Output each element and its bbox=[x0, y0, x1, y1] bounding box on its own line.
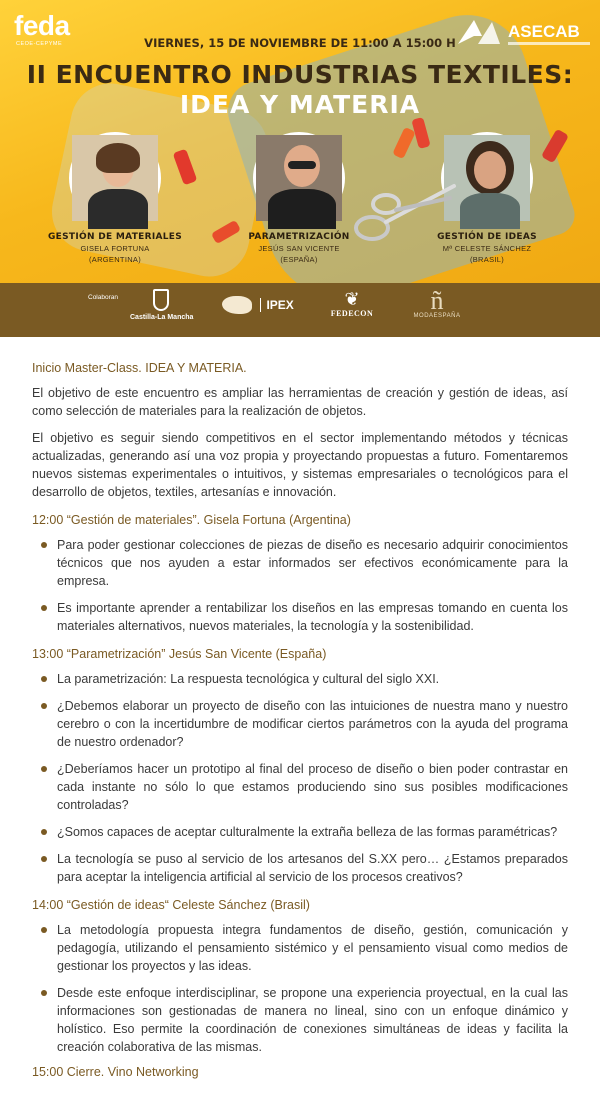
event-description bbox=[0, 337, 600, 1079]
closing-line: 15:00 Cierre. Vino Networking bbox=[32, 1065, 199, 1079]
paragraph: El objetivo de este encuentro es ampliar las herramientas de creación y gestión de ideas, así como selección de materiales para la realización de objetos. bbox=[32, 386, 568, 418]
speaker-country: (ARGENTINA) bbox=[88, 255, 142, 264]
event-date: VIERNES, 15 DE NOVIEMBRE DE 11:00 A 15:00 H bbox=[144, 36, 456, 50]
ipex-mark-icon bbox=[222, 296, 252, 314]
speaker-name: GISELA FORTUNA bbox=[80, 244, 150, 253]
speaker-card bbox=[20, 132, 210, 264]
sponsor-logo: IPEX bbox=[222, 296, 294, 314]
sponsor-logo: Castilla-La Mancha bbox=[130, 289, 192, 321]
modaespana-mark-icon: ñ bbox=[430, 286, 444, 315]
feda-logo: feda bbox=[14, 10, 70, 41]
session-heading: 12:00 “Gestión de materiales”. Gisela Fortuna (Argentina) bbox=[32, 513, 351, 527]
list-item: La tecnología se puso al servicio de los artesanos del S.XX pero… ¿Estamos preparados para aceptar la inteligencia artificial al servicio de los procesos creativos? bbox=[57, 852, 568, 884]
asecab-logo: ASECAB bbox=[508, 22, 580, 41]
collaborators-label: Colaboran bbox=[88, 294, 118, 301]
session-heading: 13:00 “Parametrización” Jesús San Vicente (España) bbox=[32, 647, 327, 661]
speaker-name: Mª CELESTE SÁNCHEZ bbox=[442, 244, 532, 253]
session-bullets bbox=[32, 670, 568, 886]
list-item: Para poder gestionar colecciones de piezas de diseño es necesario adquirir conocimientos técnicos que nos ayuden a estar informados ser efectivos económicamente para la empresa. bbox=[57, 538, 568, 588]
castilla-la-mancha-shield-icon bbox=[153, 289, 169, 311]
event-title: II ENCUENTRO INDUSTRIAS TEXTILES: bbox=[26, 60, 574, 89]
session-bullets bbox=[32, 536, 568, 635]
speaker-photo bbox=[253, 132, 345, 224]
list-item: ¿Somos capaces de aceptar culturalmente la extraña belleza de las formas paramétricas? bbox=[57, 823, 568, 841]
speaker-photo bbox=[69, 132, 161, 224]
list-item: La parametrización: La respuesta tecnológica y cultural del siglo XXI. bbox=[57, 670, 568, 688]
collaborators-bar bbox=[0, 283, 600, 337]
session-heading: 14:00 “Gestión de ideas“ Celeste Sánchez (Brasil) bbox=[32, 898, 310, 912]
paragraph: El objetivo es seguir siendo competitivos en el sector implementando métodos y técnicas actualizadas, generando así una voz propia y proyectando propuestas a futuro. Fomentaremos nuevos sistemas experimentales o intuitivos, y sistemas empresariales o tecnológicos para el desarrollo de objetos, textiles, artesanías e innovación. bbox=[32, 431, 568, 499]
speaker-country: (ESPAÑA) bbox=[280, 255, 318, 264]
speaker-name: JESÚS SAN VICENTE bbox=[258, 244, 340, 253]
list-item: ¿Debemos elaborar un proyecto de diseño con las intuiciones de nuestra mano y nuestro cerebro o con la incertidumbre de modificar ciertos parámetros con la ayuda del programa de nuestro ordenador? bbox=[57, 699, 568, 749]
speaker-topic: PARAMETRIZACIÓN bbox=[248, 232, 350, 242]
sponsor-logo: ñ MODAESPAÑA bbox=[408, 289, 466, 319]
list-item: La metodología propuesta integra fundamentos de diseño, gestión, comunicación y pedagogía, utilizando el pensamiento sistémico y el pensamiento visual como medios de gestionar los proyectos y las ideas. bbox=[57, 923, 568, 973]
speaker-topic: GESTIÓN DE IDEAS bbox=[437, 232, 537, 242]
scissors-icon bbox=[350, 178, 460, 248]
feda-logo-subtitle: CEOE-CEPYME bbox=[16, 41, 63, 47]
list-item: Desde este enfoque interdisciplinar, se propone una experiencia proyectual, en la cual las informaciones son gestionadas de manera no lineal, sino con un enfoque dinámico y holístico. Eso permite la coordinación de conexiones simultáneas de ideas y facilita la creación colaborativa de las mismas. bbox=[57, 986, 568, 1054]
list-item: ¿Deberíamos hacer un prototipo al final del proceso de diseño o bien poder contrastar en cada instante no sólo lo que estamos produciendo sino sus posibles modificaciones controladas? bbox=[57, 762, 568, 812]
speaker-country: (BRASIL) bbox=[469, 255, 505, 264]
sponsor-logo: ❦ FEDECON bbox=[322, 289, 382, 318]
list-item: Es importante aprender a rentabilizar los diseños en las empresas tomando en cuenta los materiales alternativos, nuevos materiales, la tecnología y la sostenibilidad. bbox=[57, 601, 568, 633]
event-banner bbox=[0, 0, 600, 321]
event-subtitle: IDEA Y MATERIA bbox=[179, 90, 421, 119]
intro-title: Inicio Master-Class. IDEA Y MATERIA. bbox=[32, 361, 247, 375]
fedecon-emblem-icon: ❦ bbox=[344, 289, 360, 309]
speaker-topic: GESTIÓN DE MATERIALES bbox=[48, 232, 182, 242]
session-bullets bbox=[32, 921, 568, 1056]
